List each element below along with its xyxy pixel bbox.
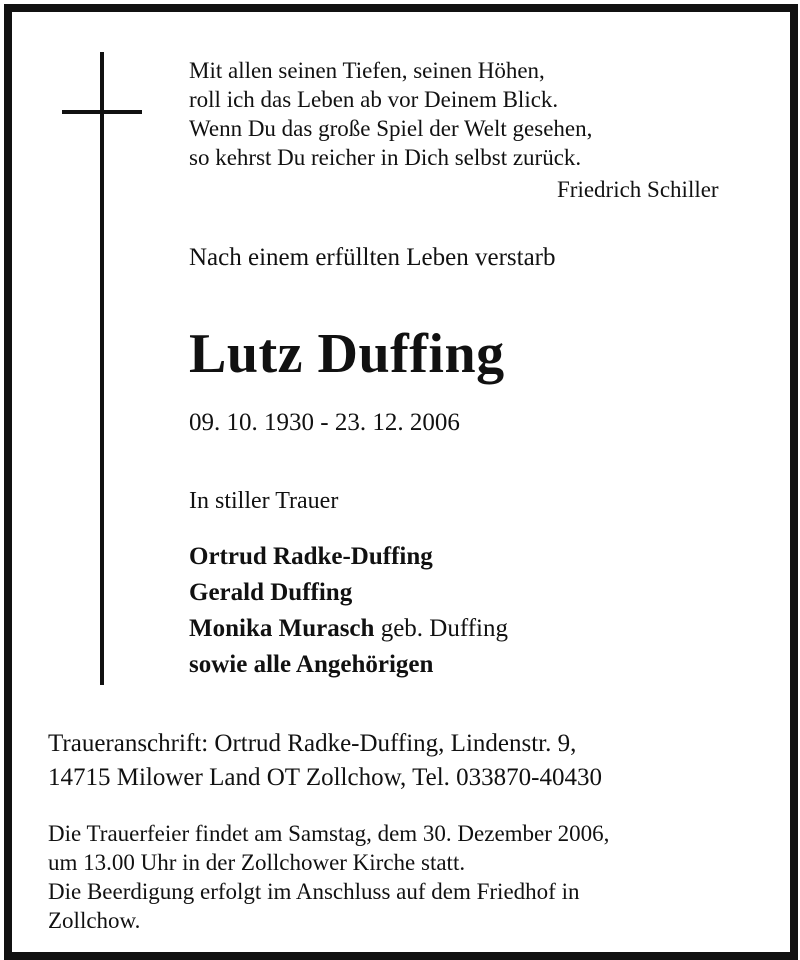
mourners-list: [189, 539, 508, 683]
mourner-name: Gerald Duffing: [189, 579, 353, 606]
poem-line: Mit allen seinen Tiefen, seinen Höhen,: [189, 58, 545, 83]
mourner-name: Ortrud Radke-Duffing: [189, 543, 433, 570]
funeral-line: Die Beerdigung erfolgt im Anschluss auf dem Friedhof in: [48, 879, 580, 904]
mourner-suffix: geb. Duffing: [374, 615, 508, 642]
poem-line: roll ich das Leben ab vor Deinem Blick.: [189, 87, 559, 112]
funeral-line: Zollchow.: [48, 908, 141, 933]
intro-text: Nach einem erfüllten Leben verstarb: [189, 244, 556, 271]
mourner: [189, 611, 508, 647]
mourner: [189, 539, 508, 575]
mourning-address: [48, 727, 602, 795]
poem: [189, 56, 592, 172]
life-dates: 09. 10. 1930 - 23. 12. 2006: [189, 409, 460, 436]
funeral-line: Die Trauerfeier findet am Samstag, dem 30. Dezember 2006,: [48, 821, 610, 846]
deceased-name: Lutz Duffing: [189, 323, 505, 385]
poem-line: Wenn Du das große Spiel der Welt gesehen,: [189, 116, 593, 141]
address-line: Traueranschrift: Ortrud Radke-Duffing, Lindenstr. 9,: [48, 730, 577, 757]
mourning-text: In stiller Trauer: [189, 488, 339, 514]
poem-line: so kehrst Du reicher in Dich selbst zurück.: [189, 145, 582, 170]
cross-icon-bar: [62, 110, 142, 114]
mourner-name: Monika Murasch: [189, 615, 375, 642]
mourner-name: sowie alle Angehörigen: [189, 651, 434, 678]
cross-icon: [100, 52, 104, 685]
mourner: [189, 575, 508, 611]
address-line: 14715 Milower Land OT Zollchow, Tel. 033870-40430: [48, 764, 602, 791]
mourner: [189, 647, 508, 683]
funeral-line: um 13.00 Uhr in der Zollchower Kirche statt.: [48, 850, 466, 875]
obituary-frame: [4, 4, 798, 960]
funeral-info: [48, 819, 609, 935]
poem-author: Friedrich Schiller: [557, 177, 719, 202]
